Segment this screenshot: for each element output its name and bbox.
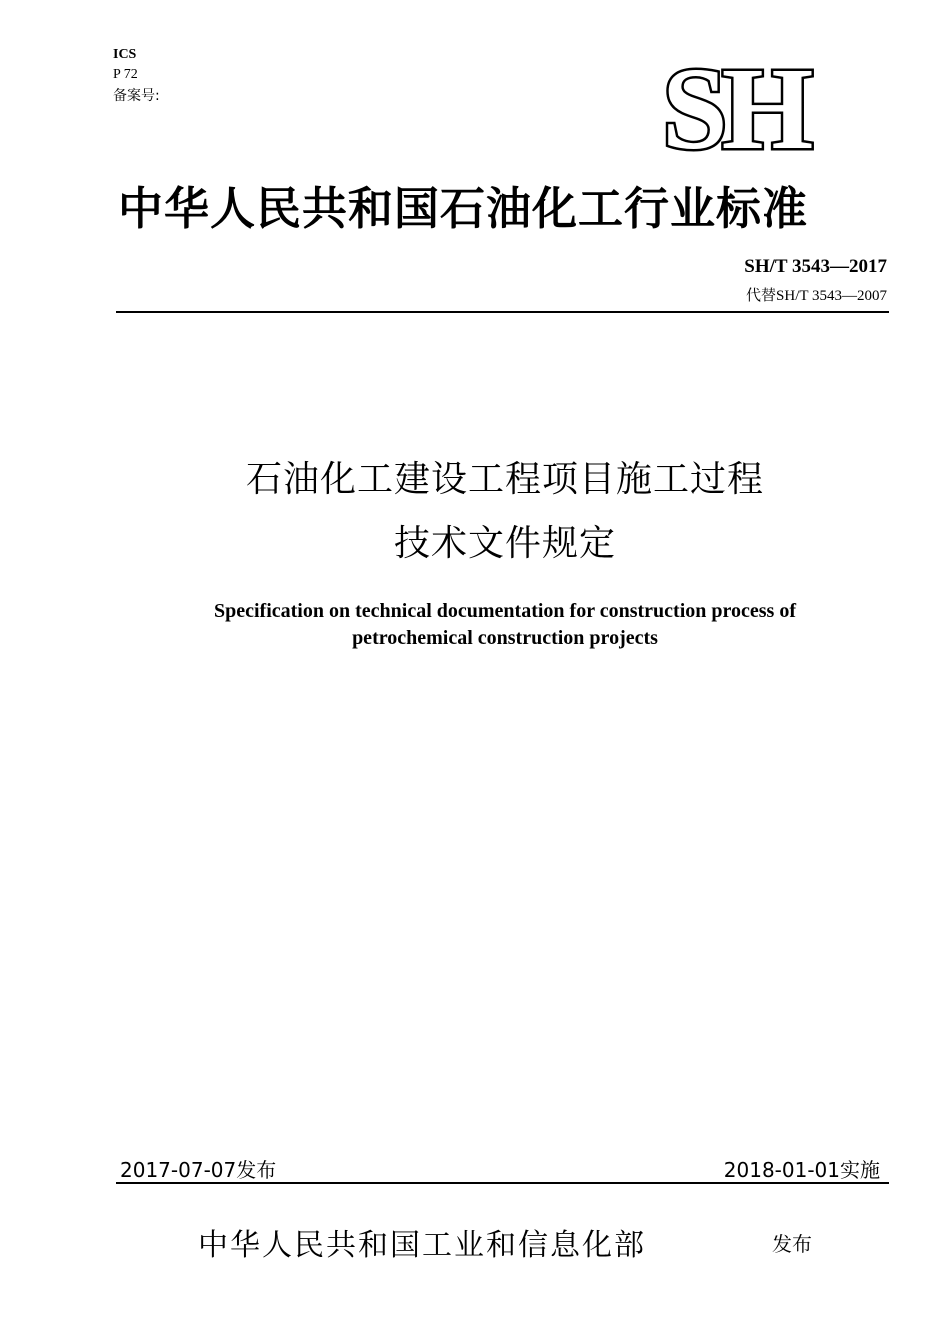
publisher-name: 中华人民共和国工业和信息化部	[198, 1228, 646, 1263]
replaces-code: 代替SH/T 3543—2007	[746, 288, 887, 304]
standard-code: SH/T 3543—2017	[744, 256, 887, 277]
ics-label: ICS	[113, 47, 137, 62]
issue-date: 2017-07-07发布	[120, 1158, 277, 1182]
sh-logo	[658, 52, 858, 162]
document-title-cn-line1: 石油化工建设工程项目施工过程	[245, 459, 764, 500]
classification-code: P 72	[113, 67, 138, 82]
document-title-cn-line2: 技术文件规定	[393, 523, 616, 564]
standard-category-title: 中华人民共和国石油化工行业标准	[118, 182, 809, 235]
filing-number-label: 备案号:	[113, 88, 160, 104]
bottom-divider	[116, 1182, 889, 1184]
document-title-en-line1: Specification on technical documentation for construction process of	[213, 600, 796, 622]
top-divider	[116, 311, 889, 313]
effective-date: 2018-01-01实施	[723, 1158, 880, 1182]
svg-text:SH: SH	[662, 52, 808, 162]
publish-label: 发布	[772, 1232, 812, 1256]
document-title-en-line2: petrochemical construction projects	[352, 627, 658, 649]
